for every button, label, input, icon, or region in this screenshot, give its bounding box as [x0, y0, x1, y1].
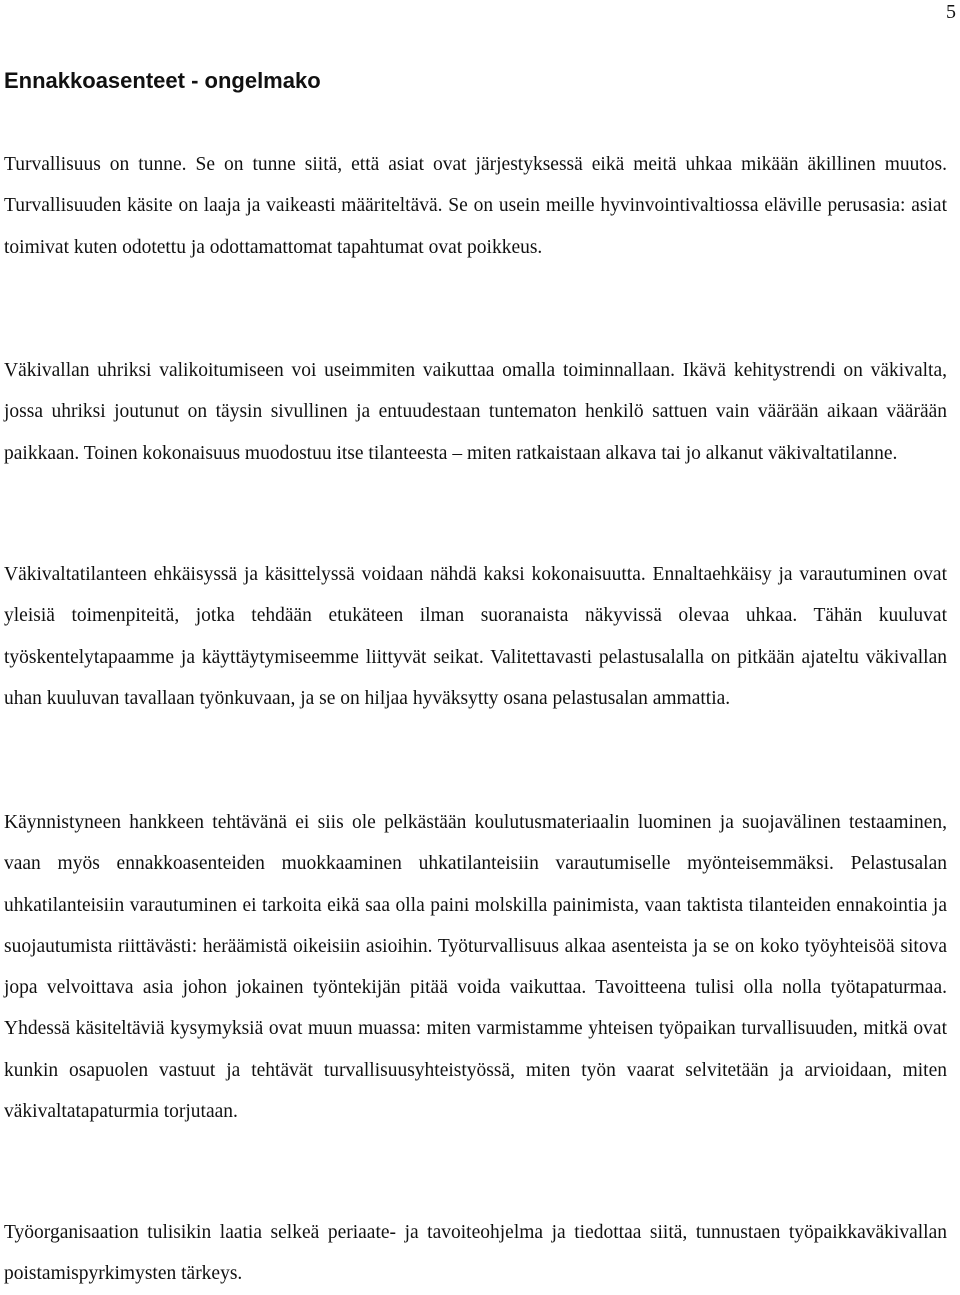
paragraph-victim-selection: Väkivallan uhriksi valikoitumiseen voi useimmiten vaikuttaa omalla toiminnallaan. Ikävä kehitystrendi on väkivalta, jossa uhriksi joutunut on täysin sivullinen ja entuudestaan tuntematon henkilö sattuen vain väärään aikaan väärään paikkaan. Toinen kokonaisuus muodostuu itse tilanteesta – miten ratkaistaan alkava tai jo alkanut väkivaltatilanne.: [4, 360, 947, 464]
paragraph-project-goals: Käynnistyneen hankkeen tehtävänä ei siis ole pelkästään koulutusmateriaalin luominen ja suojavälinen testaaminen, vaan myös ennakkoasenteiden muokkaaminen uhkatilanteisiin varautumiselle myönteisemmäksi. Pelastusalan uhkatilanteisiin varautuminen ei tarkoita eikä saa olla paini molskilla painimista, vaan taktista tilanteiden ennakointia ja suojautumista riittävästi: heräämistä oikeisiin asioihin. Työturvallisuus alkaa asenteista ja se on koko työyhteisöä sitova jopa velvoittava asia johon jokainen työntekijän pitää voida vaikuttaa. Tavoitteena tulisi olla nolla työtapaturmaa. Yhdessä käsiteltäviä kysymyksiä ovat muun muassa: miten varmistamme yhteisen työpaikan turvallisuuden, mitkä ovat kunkin osapuolen vastuut ja tehtävät turvallisuusyhteistyössä, miten työn vaarat selvitetään ja arvioidaan, miten väkivaltatapaturmia torjutaan.: [4, 812, 947, 1123]
paragraph-prevention: Väkivaltatilanteen ehkäisyssä ja käsittelyssä voidaan nähdä kaksi kokonaisuutta. Ennaltaehkäisy ja varautuminen ovat yleisiä toimenpiteitä, jotka tehdään etukäteen ilman suoranaista näkyvissä olevaa uhkaa. Tähän kuuluvat työskentelytapaamme ja käyttäytymiseemme liittyvät seikat. Valitettavasti pelastusalalla on pitkään ajateltu väkivallan uhan kuuluvan tavallaan työnkuvaan, ja se on hiljaa hyväksytty osana pelastusalan ammattia.: [4, 564, 947, 709]
paragraph-security-feeling: Turvallisuus on tunne. Se on tunne siitä, että asiat ovat järjestyksessä eikä meitä uhkaa mikään äkillinen muutos. Turvallisuuden käsite on laaja ja vaikeasti määriteltävä. Se on usein meille hyvinvointivaltiossa eläville perusasia: asiat toimivat kuten odotettu ja odottamattomat tapahtumat ovat poikkeus.: [4, 154, 947, 258]
section-heading: Ennakkoasenteet - ongelmako: [4, 68, 321, 93]
paragraph-organisation-program: Työorganisaation tulisikin laatia selkeä periaate- ja tavoiteohjelma ja tiedottaa siitä, tunnustaen työpaikkaväkivallan poistamispyrkimysten tärkeys.: [4, 1222, 947, 1285]
page-number: 5: [946, 1, 956, 23]
